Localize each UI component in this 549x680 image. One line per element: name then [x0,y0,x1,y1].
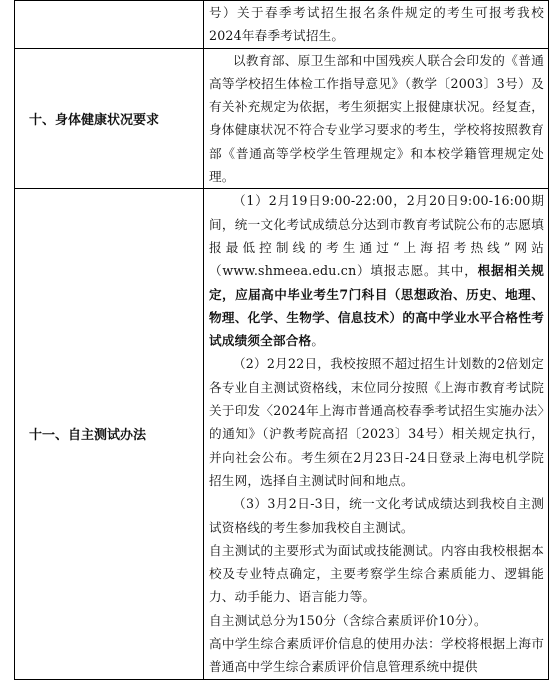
health-heading: 十、身体健康状况要求 [15,48,204,189]
continuation-text: 号）关于春季考试招生报名条件规定的考生可报考我校2024年春季考试招生。 [209,5,544,44]
self-test-cell [204,189,549,679]
self-test-paragraph-3: （3）3月2日-3日，统一文化考试成绩达到我校自主测试资格线的考生参加我校自主测试。 [209,496,544,535]
p1-bold-requirement: 根据相关规定，应届高中毕业考生7门科目（思想政治、历史、地理、物理、化学、生物学、信息技术）的高中学业水平合格性考试成绩须全部合格 [209,263,544,349]
empty-heading-cell [15,1,204,49]
self-test-paragraph-6: 高中学生综合素质评价信息的使用办法：学校将根据上海市普通高中学生综合素质评价信息管理系统中提供 [209,636,544,675]
table-row-self-test-method [15,189,549,679]
self-test-paragraph-4: 自主测试的主要形式为面试或技能测试。内容由我校根据本校及专业特点确定，主要考察学生综合素质能力、逻辑能力、动手能力、语言能力等。 [209,542,544,605]
continuation-cell [204,1,549,49]
self-test-heading: 十一、自主测试办法 [15,189,204,679]
table-row-health-requirements [15,48,549,189]
self-test-paragraph-1 [209,189,544,352]
table-row-continuation [15,1,549,49]
self-test-paragraph-5: 自主测试总分为150分（含综合素质评价10分）。 [209,612,487,628]
self-test-paragraph-2: （2）2月22日，我校按照不超过招生计划数的2倍划定各专业自主测试资格线，末位同分按照《上海市教育考试院关于印发〈2024年上海市普通高校春季考试招生实施办法〉的通知》（沪教考院高招〔2023〕34号）相关规定执行，并向社会公布。考生须在2月23日-24日登录上海电机学院招生网，选择自主测试时间和地点。 [209,356,544,488]
health-cell [204,48,549,189]
p1-text-before: （1）2月19日9:00-22:00，2月20日9:00-16:00期间，统一文化考试成绩总分达到市教育考试院公布的志愿填报最低控制线的考生通过“上海招考热线”网站（www.shmeea.edu.cn）填报志愿。其中， [209,193,544,279]
health-text: 以教育部、原卫生部和中国残疾人联合会印发的《普通高等学校招生体检工作指导意见》（教学〔2003〕3号）及有关补充规定为依据，考生须据实上报健康状况。经复查，身体健康状况不符合专业学习要求的考生，学校将按照教育部《普通高等学校学生管理规定》和本校学籍管理规定处理。 [209,52,544,185]
admission-rules-table [14,0,549,680]
p1-text-after: 。 [311,333,325,349]
